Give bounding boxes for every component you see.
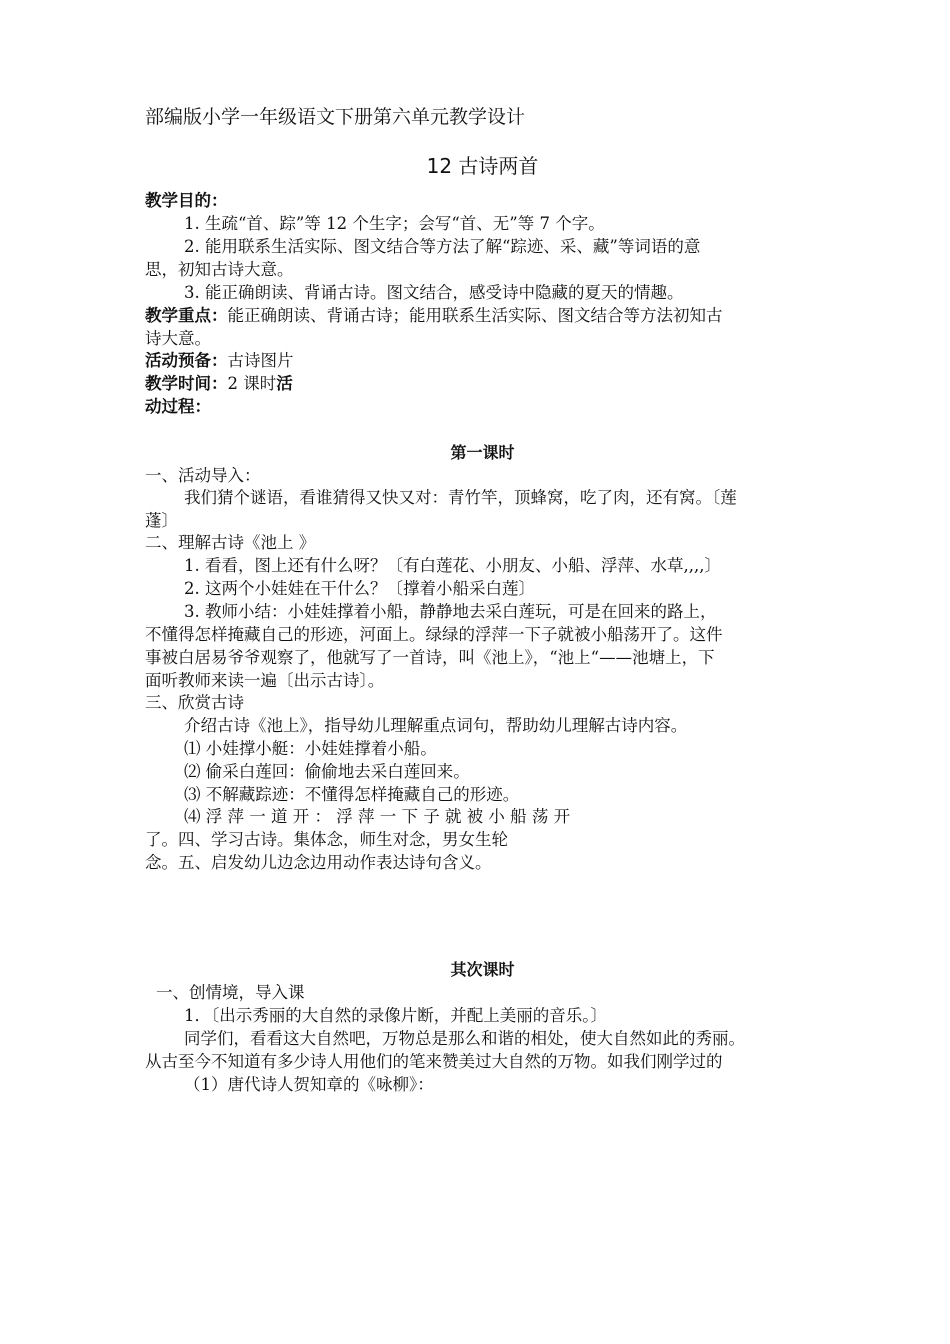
lesson1-line: ⑴ 小娃撑小艇：小娃娃撑着小船。 [184, 739, 437, 758]
objective-2-cont: 思，初知古诗大意。 [145, 260, 294, 279]
lesson1-line: 念。五、启发幼儿边念边用动作表达诗句含义。 [145, 853, 492, 872]
lesson1-line: ⑶ 不解藏踪迹：不懂得怎样掩藏自己的形迹。 [184, 785, 520, 804]
document-header: 部编版小学一年级语文下册第六单元教学设计 [145, 106, 526, 128]
lesson-title: 12 古诗两首 [426, 154, 539, 178]
lesson1-line: 介绍古诗《池上》，指导幼儿理解重点词句，帮助幼儿理解古诗内容。 [184, 716, 688, 735]
lesson1-line: 蓬〕 [145, 511, 178, 530]
lesson1-line: 事被白居易爷爷观察了，他就写了一首诗，叫《池上》，“池上“——池塘上，下 [145, 648, 715, 667]
lesson2-line: 一、创情境，导入课 [156, 983, 305, 1002]
lesson1-line: 了。四、学习古诗。集体念，师生对念，男女生轮 [145, 830, 508, 849]
key-points-text: 能正确朗读、背诵古诗；能用联系生活实际、图文结合等方法初知古 [227, 306, 723, 325]
time-trailing: 活 [276, 374, 293, 393]
lesson1-line: 二、理解古诗《池上 》 [145, 533, 316, 552]
lesson2-line: 1．〔出示秀丽的大自然的录像片断，并配上美丽的音乐。〕 [184, 1006, 607, 1025]
lesson1-line: 我们猜个谜语，看谁猜得又快又对：青竹竿，顶蜂窝，吃了肉，还有窝。〔莲 [184, 488, 737, 507]
time-label: 教学时间： [145, 374, 228, 393]
teaching-time [145, 373, 820, 395]
lesson1-line: ⑷ 浮 萍 一 道 开 ： 浮 萍 一 下 子 就 被 小 船 荡 开 [184, 807, 571, 826]
objective-2: 2. 能用联系生活实际、图文结合等方法了解“踪迹、采、藏”等词语的意 [184, 237, 701, 256]
lesson1-line: 不懂得怎样掩藏自己的形迹，河面上。绿绿的浮萍一下子就被小船荡开了。这件 [145, 625, 723, 644]
lesson1-line: 一、活动导入： [145, 466, 261, 485]
process-label: 动过程： [145, 397, 211, 416]
prep-value: 古诗图片 [227, 351, 294, 370]
key-points-cont: 诗大意。 [145, 329, 211, 348]
lesson2-line: 同学们，看看这大自然吧，万物总是那么和谐的相处，使大自然如此的秀丽。 [184, 1029, 745, 1048]
key-points-label: 教学重点： [145, 306, 228, 325]
key-points [145, 305, 820, 327]
lesson1-line: 三、欣赏古诗 [145, 693, 244, 712]
objectives-label: 教学目的： [145, 191, 228, 210]
lesson1-line: 3. 教师小结：小娃娃撑着小船，静静地去采白莲玩，可是在回来的路上， [184, 602, 717, 621]
time-value: 2 课时 [227, 374, 277, 393]
lesson1-line: 1. 看看，图上还有什么呀？〔有白莲花、小朋友、小船、浮萍、水草,,,,〕 [184, 556, 721, 575]
lesson2-title: 其次课时 [450, 960, 515, 979]
prep-label: 活动预备： [145, 351, 228, 370]
lesson1-line: 2. 这两个小娃娃在干什么？〔撑着小船采白莲〕 [184, 579, 535, 598]
lesson1-line: 面听教师来读一遍〔出示古诗〕。 [145, 671, 385, 690]
lesson2-line: 从古至今不知道有多少诗人用他们的笔来赞美过大自然的万物。如我们刚学过的 [145, 1052, 723, 1071]
objective-3: 3. 能正确朗读、背诵古诗。图文结合，感受诗中隐藏的夏天的情趣。 [184, 283, 684, 302]
lesson2-line: （1）唐代诗人贺知章的《咏柳》： [184, 1075, 434, 1094]
lesson1-line: ⑵ 偷采白莲回：偷偷地去采白莲回来。 [184, 762, 470, 781]
objective-1: 1. 生疏“首、踪”等 12 个生字；会写“首、无”等 7 个字。 [184, 214, 605, 233]
lesson1-title: 第一课时 [450, 443, 515, 462]
prep [145, 350, 820, 372]
